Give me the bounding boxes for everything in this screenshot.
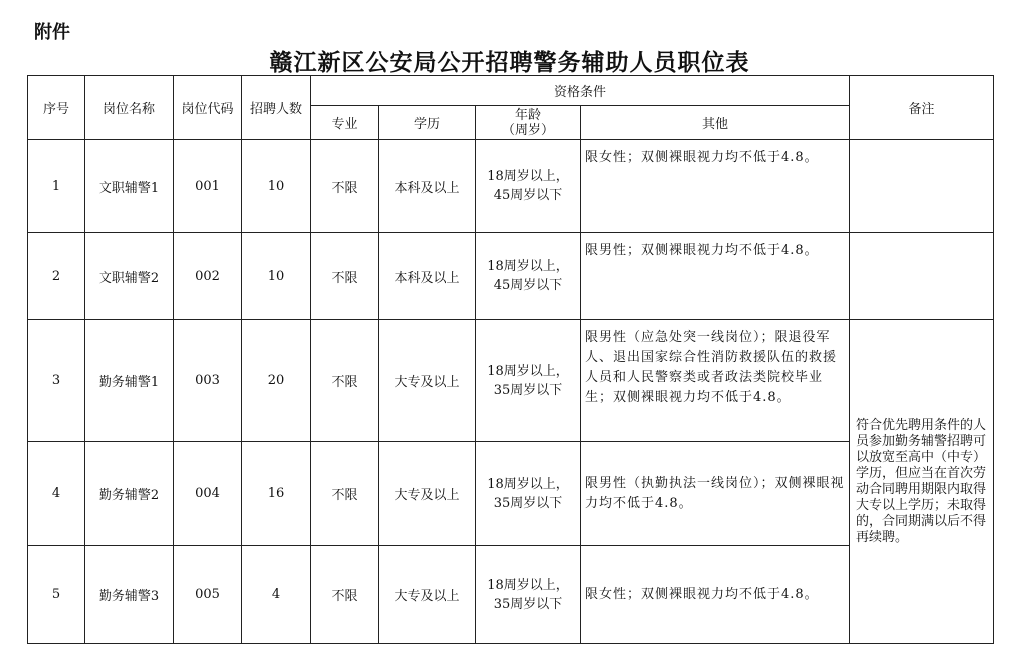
cell-age-line1: 18周岁以上， — [487, 577, 569, 593]
cell-major: 不限 — [311, 442, 379, 546]
table-row — [28, 233, 994, 320]
cell-age-line1: 18周岁以上， — [487, 363, 569, 379]
cell-post-code: 002 — [174, 233, 242, 320]
header-row-1 — [28, 76, 994, 106]
cell-other: 限女性；双侧裸眼视力均不低于4.8。 — [581, 140, 850, 233]
cell-major: 不限 — [311, 546, 379, 644]
col-header-age-line2: （周岁） — [501, 122, 554, 138]
cell-age-line2: 35周岁以下 — [493, 382, 563, 398]
cell-age-line2: 45周岁以下 — [493, 278, 563, 293]
col-header-education: 学历 — [379, 106, 476, 140]
cell-post-name: 文职辅警1 — [85, 140, 174, 233]
table-row — [28, 320, 994, 442]
cell-age-line1: 18周岁以上， — [487, 476, 569, 492]
page-title: 赣江新区公安局公开招聘警务辅助人员职位表 — [269, 49, 750, 76]
cell-seq: 2 — [28, 233, 85, 320]
cell-post-name: 勤务辅警1 — [85, 320, 174, 442]
col-header-qualifications: 资格条件 — [311, 76, 850, 106]
cell-seq: 1 — [28, 140, 85, 233]
cell-recruit-count: 4 — [242, 546, 311, 644]
cell-post-code: 005 — [174, 546, 242, 644]
cell-age — [476, 233, 581, 320]
cell-remarks-merged: 符合优先聘用条件的人员参加勤务辅警招聘可以放宽至高中（中专）学历，但应当在首次劳动合同聘用期限内取得大专以上学历；未取得的，合同期满以后不得再续聘。 — [850, 320, 994, 644]
cell-age — [476, 442, 581, 546]
cell-other: 限男性（应急处突一线岗位）；限退役军人、退出国家综合性消防救援队伍的救援人员和人民警察类或者政法类院校毕业生；双侧裸眼视力均不低于4.8。 — [581, 320, 850, 442]
cell-seq: 4 — [28, 442, 85, 546]
col-header-recruit-count: 招聘人数 — [242, 76, 311, 140]
cell-post-code: 001 — [174, 140, 242, 233]
cell-post-code: 004 — [174, 442, 242, 546]
cell-post-name: 勤务辅警2 — [85, 442, 174, 546]
cell-age-line1: 18周岁以上， — [487, 259, 569, 274]
col-header-age-line1: 年龄 — [514, 107, 541, 123]
cell-other: 限男性（执勤执法一线岗位）；双侧裸眼视力均不低于4.8。 — [581, 442, 850, 546]
cell-remarks — [850, 140, 994, 233]
cell-seq: 3 — [28, 320, 85, 442]
cell-education: 本科及以上 — [379, 140, 476, 233]
cell-post-name: 勤务辅警3 — [85, 546, 174, 644]
table-row — [28, 140, 994, 233]
cell-major: 不限 — [311, 233, 379, 320]
cell-age — [476, 140, 581, 233]
cell-age-line2: 35周岁以下 — [493, 596, 563, 612]
col-header-other: 其他 — [581, 106, 850, 140]
col-header-post-name: 岗位名称 — [85, 76, 174, 140]
cell-education: 大专及以上 — [379, 546, 476, 644]
cell-major: 不限 — [311, 320, 379, 442]
cell-recruit-count: 10 — [242, 233, 311, 320]
cell-major: 不限 — [311, 140, 379, 233]
cell-age-line1: 18周岁以上， — [487, 169, 569, 184]
cell-recruit-count: 20 — [242, 320, 311, 442]
cell-post-code: 003 — [174, 320, 242, 442]
positions-table — [27, 75, 994, 644]
col-header-post-code: 岗位代码 — [174, 76, 242, 140]
cell-age — [476, 320, 581, 442]
cell-education: 大专及以上 — [379, 320, 476, 442]
cell-education: 大专及以上 — [379, 442, 476, 546]
cell-post-name: 文职辅警2 — [85, 233, 174, 320]
col-header-major: 专业 — [311, 106, 379, 140]
cell-education: 本科及以上 — [379, 233, 476, 320]
cell-seq: 5 — [28, 546, 85, 644]
cell-remarks — [850, 233, 994, 320]
cell-other: 限男性；双侧裸眼视力均不低于4.8。 — [581, 233, 850, 320]
cell-recruit-count: 10 — [242, 140, 311, 233]
table-row — [28, 546, 994, 644]
col-header-seq: 序号 — [28, 76, 85, 140]
cell-age-line2: 35周岁以下 — [493, 495, 563, 511]
cell-age-line2: 45周岁以下 — [493, 188, 563, 203]
attachment-label: 附件 — [34, 22, 70, 43]
col-header-remarks: 备注 — [850, 76, 994, 140]
cell-age — [476, 546, 581, 644]
cell-recruit-count: 16 — [242, 442, 311, 546]
col-header-age — [476, 106, 581, 140]
table-row — [28, 442, 994, 546]
cell-other: 限女性；双侧裸眼视力均不低于4.8。 — [581, 546, 850, 644]
